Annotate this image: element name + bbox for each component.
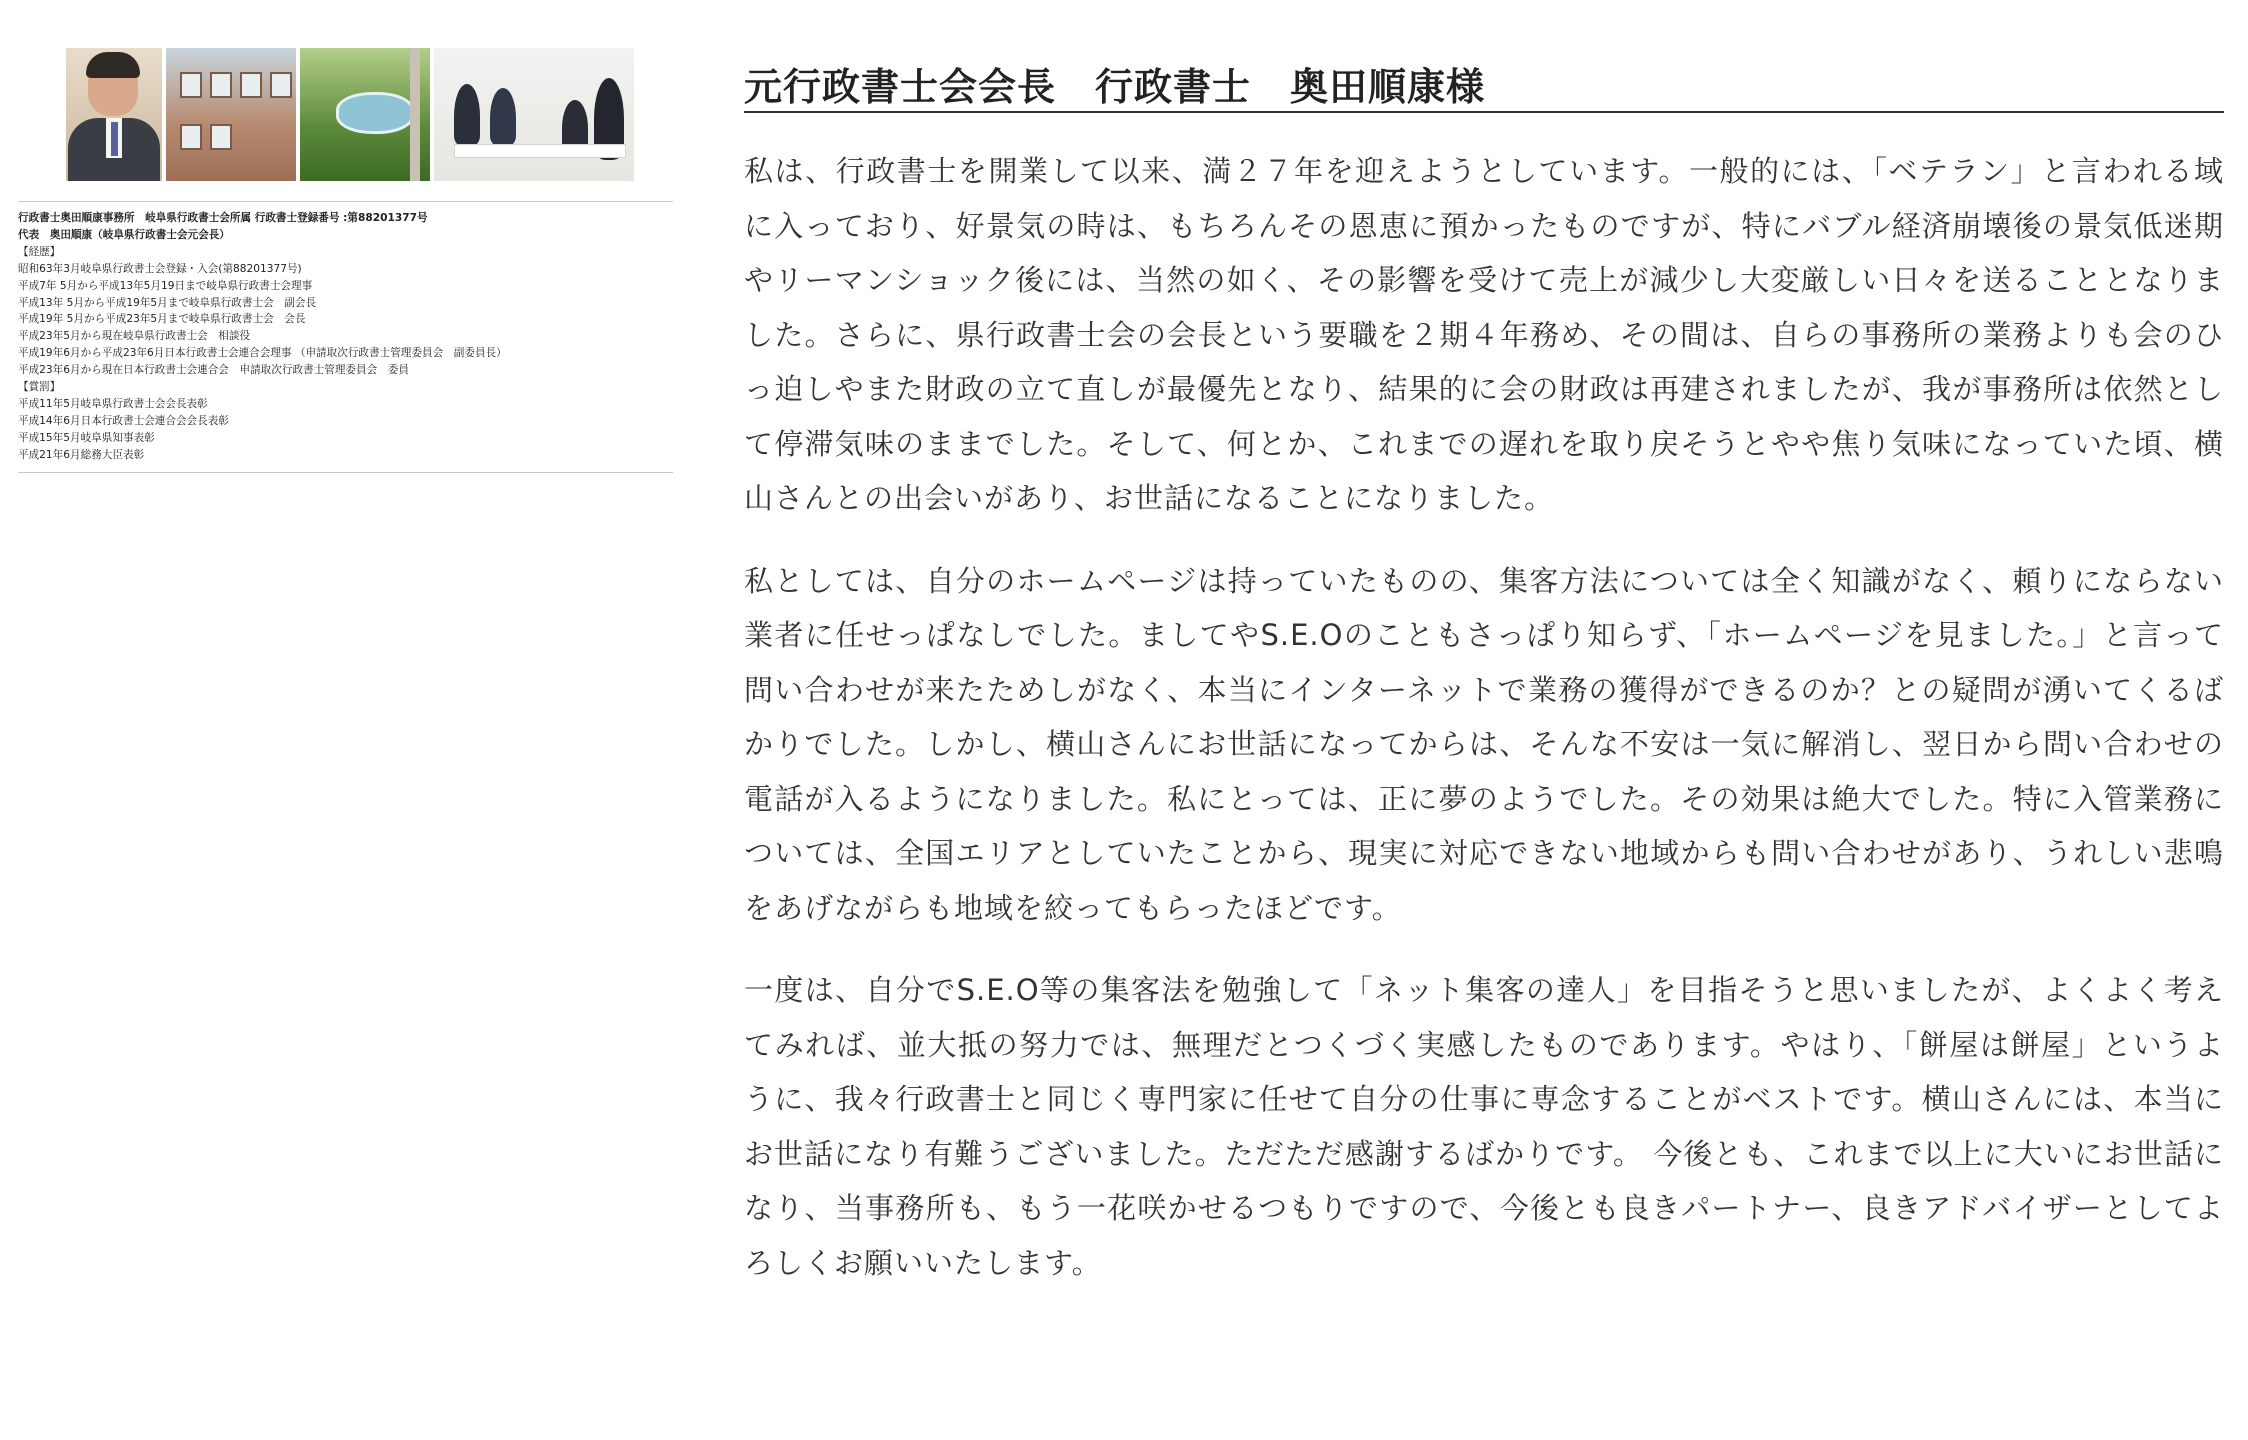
career-item: 昭和63年3月岐阜県行政書士会登録・入会(第88201377号) bbox=[18, 262, 302, 275]
testimonial-body bbox=[744, 144, 2224, 1318]
award-item: 平成11年5月岐阜県行政書士会会長表彰 bbox=[18, 397, 208, 410]
portrait-photo bbox=[66, 48, 162, 181]
award-item: 平成14年6月日本行政書士会連合会会長表彰 bbox=[18, 414, 229, 427]
career-item: 平成7年 5月から平成13年5月19日まで岐阜県行政書士会理事 bbox=[18, 279, 313, 292]
staff-photo bbox=[434, 48, 634, 181]
paragraph: 一度は、自分でS.E.O等の集客法を勉強して「ネット集客の達人」を目指そうと思いましたが、よくよく考えてみれば、並大抵の努力では、無理だとつくづく実感したものであります。やはり、「餅屋は餅屋」というように、我々行政書士と同じく専門家に任せて自分の仕事に専念することがベストです。横山さんには、本当にお世話になり有難うございました。ただただ感謝するばかりです。 今後とも、これまで以上に大いにお世話になり、当事務所も、もう一花咲かせるつもりですので、今後とも良きパートナー、良きアドバイザーとしてよろしくお願いいたします。 bbox=[744, 973, 2224, 1280]
office-sign-photo bbox=[300, 48, 430, 181]
career-item: 平成13年 5月から平成19年5月まで岐阜県行政書士会 副会長 bbox=[18, 296, 317, 309]
career-item: 平成23年6月から現在日本行政書士会連合会 申請取次行政書士管理委員会 委員 bbox=[18, 364, 409, 377]
career-item: 平成23年5月から現在岐阜県行政書士会 相談役 bbox=[18, 330, 251, 343]
paragraph: 私は、行政書士を開業して以来、満２７年を迎えようとしています。一般的には、「ベテラン」と言われる域に入っており、好景気の時は、もちろんその恩恵に預かったものですが、特にバブル経済崩壊後の景気低迷期やリーマンショック後には、当然の如く、その影響を受けて売上が減少し大変厳しい日々を送ることとなりました。さらに、県行政書士会の会長という要職を２期４年務め、その間は、自らの事務所の業務よりも会のひっ迫しやまた財政の立て直しが最優先となり、結果的に会の財政は再建されましたが、我が事務所は依然として停滞気味のままでした。そして、何とか、これまでの遅れを取り戻そうとやや焦り気味になっていた頃、横山さんとの出会いがあり、お世話になることになりました。 bbox=[744, 154, 2224, 515]
career-item: 平成19年6月から平成23年6月日本行政書士会連合会理事 （申請取次行政書士管理委員会 副委員長） bbox=[18, 347, 507, 360]
career-item: 平成19年 5月から平成23年5月まで岐阜県行政書士会 会長 bbox=[18, 313, 306, 326]
paragraph: 私としては、自分のホームページは持っていたものの、集客方法については全く知識がなく、頼りにならない業者に任せっぱなしでした。ましてやS.E.Oのこともさっぱり知らず、「ホームページを見ました。」と言って問い合わせが来たためしがなく、本当にインターネットで業務の獲得ができるのか？との疑問が湧いてくるばかりでした。しかし、横山さんにお世話になってからは、そんな不安は一気に解消し、翌日から問い合わせの電話が入るようになりました。私にとっては、正に夢のようでした。その効果は絶大でした。特に入管業務については、全国エリアとしていたことから、現実に対応できない地域からも問い合わせがあり、うれしい悲鳴をあげながらも地域を絞ってもらったほどです。 bbox=[744, 563, 2224, 925]
sidebar bbox=[0, 0, 690, 1440]
office-photo-banner bbox=[66, 48, 636, 181]
profile-block bbox=[18, 210, 678, 464]
divider bbox=[18, 201, 673, 202]
building-photo bbox=[166, 48, 296, 181]
divider bbox=[18, 472, 673, 473]
award-item: 平成15年5月岐阜県知事表彰 bbox=[18, 431, 155, 444]
office-name-line: 行政書士奥田順康事務所 岐阜県行政書士会所属 行政書士登録番号 :第88201377号 bbox=[18, 212, 428, 224]
representative-line: 代表 奥田順康（岐阜県行政書士会元会長） bbox=[18, 228, 230, 241]
title-underline bbox=[744, 111, 2224, 113]
awards-heading: 【賞罰】 bbox=[18, 381, 61, 394]
award-item: 平成21年6月総務大臣表彰 bbox=[18, 448, 145, 461]
career-heading: 【経歴】 bbox=[18, 245, 61, 258]
page-title: 元行政書士会会長 行政書士 奥田順康様 bbox=[744, 65, 1486, 110]
